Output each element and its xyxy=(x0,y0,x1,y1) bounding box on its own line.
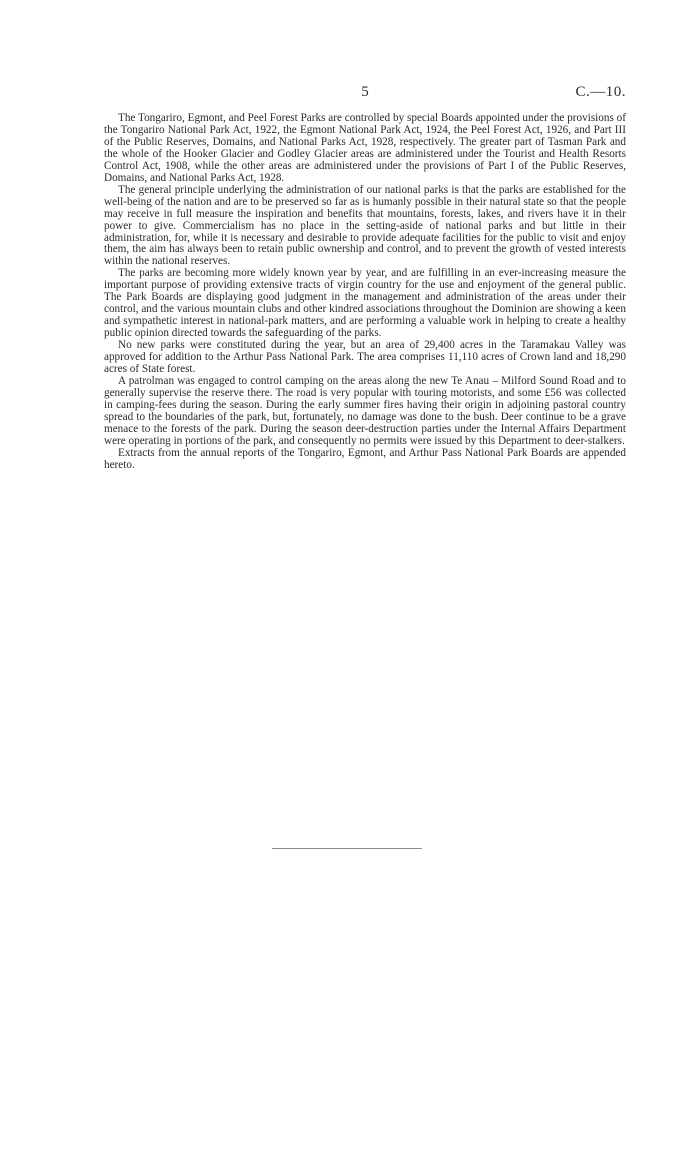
section-divider xyxy=(272,848,422,849)
paragraph-parks-known: The parks are becoming more widely known year by year, and are fulfilling in an ever-increasing measure the important purpose of providing extensive tracts of virgin country for the use and enjoyment of the general public. The Park Boards are displaying good judgment in the management and administration of the areas under their control, and the various mountain clubs and other kindred associations throughout the Dominion are showing a keen and sympathetic interest in national-park matters, and are performing a valuable work in helping to create a healthy public opinion directed towards the safeguarding of the parks. xyxy=(104,267,626,340)
body-text xyxy=(104,113,626,472)
paragraph-extracts: Extracts from the annual reports of the Tongariro, Egmont, and Arthur Pass National Park Boards are appended hereto. xyxy=(104,446,626,471)
paragraph-patrolman: A patrolman was engaged to control camping on the areas along the new Te Anau – Milford Sound Road and to generally supervise the reserve there. The road is very popular with touring motorists, and some £56 was collected in camping-fees during the season. During the early summer fires having their origin in adjoining pastoral country spread to the boundaries of the park, but, fortunately, no damage was done to the bush. Deer continue to be a grave menace to the forests of the park. During the season deer-destruction parties under the Internal Affairs Department were operating in portions of the park, and consequently no permits were issued by this Department to deer-stalkers. xyxy=(104,374,626,447)
paragraph-park-boards: The Tongariro, Egmont, and Peel Forest Parks are controlled by special Boards appointed under the provisions of the Tongariro National Park Act, 1922, the Egmont National Park Act, 1924, the Peel Forest Act, 1926, and Part III of the Public Reserves, Domains, and National Parks Act, 1928, respectively. The greater part of Tasman Park and the whole of the Hooker Glacier and Godley Glacier areas are administered under the Tourist and Health Resorts Control Act, 1908, while the other areas are administered under the provisions of Part I of the Public Reserves, Domains, and National Parks Act, 1928. xyxy=(104,112,626,184)
document-code: C.—10. xyxy=(575,84,626,100)
paragraph-general-principle: The general principle underlying the administration of our national parks is that the parks are established for the well-being of the nation and are to be preserved so far as is humanly possible in their natural state so that the people may receive in full measure the inspiration and benefits that mountains, forests, lakes, and rivers have it in their power to give. Commercialism has no place in the setting-aside of national parks and but little in their administration, for, while it is necessary and desirable to provide adequate facilities for the public to visit and enjoy them, the aim has always been to retain public ownership and control, and to prevent the growth of vested interests within the national reserves. xyxy=(104,183,626,268)
page-number: 5 xyxy=(361,84,369,100)
page-header xyxy=(104,84,626,104)
paragraph-new-parks: No new parks were constituted during the year, but an area of 29,400 acres in the Taramakau Valley was approved for addition to the Arthur Pass National Park. The area comprises 11,110 acres of Crown land and 18,290 acres of State forest. xyxy=(104,339,626,376)
